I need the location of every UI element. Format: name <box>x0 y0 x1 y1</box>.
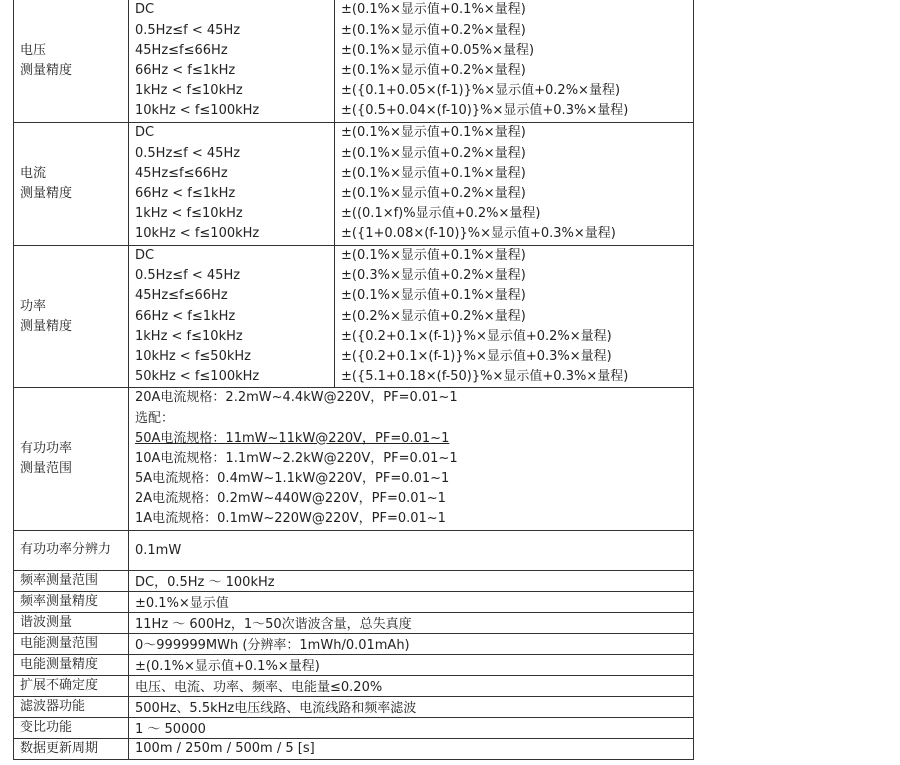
current-spec-line: 5A电流规格：0.4mW~1.1kW@220V，PF=0.01~1 <box>135 471 450 487</box>
label-line: 有功功率 <box>20 440 73 456</box>
accuracy-formula: ±({5.1+0.18×(f-50)}%×显示值+0.3%×量程) <box>341 369 629 385</box>
freq-range: 10kHz < f≤100kHz <box>135 103 260 119</box>
spec-value: 0～999999MWh (分辨率：1mWh/0.01mAh) <box>129 633 694 654</box>
active-power-range-value <box>129 388 694 530</box>
accuracy-formula: ±({0.2+0.1×(f-1)}%×显示值+0.2%×量程) <box>341 328 612 344</box>
resolution-label: 有功功率分辨力 <box>14 530 129 570</box>
voltage-accuracy-cell <box>335 0 694 123</box>
spec-value: 11Hz ～ 600Hz，1～50次谐波含量，总失真度 <box>129 612 694 633</box>
active-power-range-label <box>14 388 129 530</box>
current-spec-underlined: 50A电流规格：11mW~11kW@220V，PF=0.01~1 <box>135 430 450 446</box>
spec-row <box>14 717 694 738</box>
spec-row <box>14 612 694 633</box>
label-line: 功率 <box>20 298 47 314</box>
freq-range: 45Hz≤f≤66Hz <box>135 288 228 304</box>
freq-range: 0.5Hz≤f < 45Hz <box>135 22 241 38</box>
freq-range: 45Hz≤f≤66Hz <box>135 42 228 58</box>
spec-label: 扩展不确定度 <box>14 675 129 696</box>
label-line: 测量精度 <box>20 63 73 78</box>
freq-range: 45Hz≤f≤66Hz <box>135 165 228 181</box>
current-spec-line: 2A电流规格：0.2mW~440W@220V，PF=0.01~1 <box>135 491 446 507</box>
current-spec-line: 10A电流规格：1.1mW~2.2kW@220V，PF=0.01~1 <box>135 450 458 466</box>
accuracy-formula: ±(0.1%×显示值+0.1%×量程) <box>341 125 526 141</box>
spec-value: 1 ～ 50000 <box>129 717 694 738</box>
spec-value: 500Hz、5.5kHz电压线路、电流线路和频率滤波 <box>129 696 694 717</box>
spec-value: DC，0.5Hz ～ 100kHz <box>129 570 694 591</box>
label-line: 电压 <box>20 43 47 58</box>
freq-range: 66Hz < f≤1kHz <box>135 308 236 324</box>
current-spec-line: 20A电流规格：2.2mW~4.4kW@220V，PF=0.01~1 <box>135 390 458 406</box>
power-accuracy-label <box>14 246 129 388</box>
label-line: 测量精度 <box>20 186 73 201</box>
spec-label: 频率测量精度 <box>14 591 129 612</box>
spec-row <box>14 696 694 717</box>
spec-label: 频率测量范围 <box>14 570 129 591</box>
accuracy-formula: ±(0.3%×显示值+0.2%×量程) <box>341 268 526 284</box>
resolution-value: 0.1mW <box>129 530 694 570</box>
accuracy-formula: ±(0.1%×显示值+0.2%×量程) <box>341 186 526 201</box>
spec-label: 数据更新周期 <box>14 738 129 759</box>
spec-label: 电能测量精度 <box>14 654 129 675</box>
spec-label: 电能测量范围 <box>14 633 129 654</box>
spec-value: 电压、电流、功率、频率、电能量≤0.20% <box>129 675 694 696</box>
spec-row <box>14 654 694 675</box>
current-accuracy-label <box>14 123 129 246</box>
freq-range: 50kHz < f≤100kHz <box>135 369 260 385</box>
active-power-range-row <box>14 388 694 530</box>
accuracy-formula: ±({0.2+0.1×(f-1)}%×显示值+0.3%×量程) <box>341 348 612 364</box>
voltage-accuracy-row <box>14 0 694 123</box>
accuracy-formula: ±(0.1%×显示值+0.1%×量程) <box>341 2 526 18</box>
spec-row <box>14 591 694 612</box>
accuracy-formula: ±(0.1%×显示值+0.2%×量程) <box>341 63 526 78</box>
voltage-accuracy-label <box>14 0 129 123</box>
freq-range: 1kHz < f≤10kHz <box>135 328 243 344</box>
freq-range: 10kHz < f≤50kHz <box>135 348 251 364</box>
spec-row <box>14 633 694 654</box>
current-accuracy-cell <box>335 123 694 246</box>
spec-label: 变比功能 <box>14 717 129 738</box>
power-accuracy-cell <box>335 246 694 388</box>
accuracy-formula: ±(0.1%×显示值+0.2%×量程) <box>341 145 526 161</box>
current-freq-cell <box>129 123 335 246</box>
freq-range: 10kHz < f≤100kHz <box>135 226 260 242</box>
spec-value: ±0.1%×显示值 <box>129 591 694 612</box>
current-spec-line <box>135 429 693 449</box>
freq-range: DC <box>135 2 155 18</box>
accuracy-formula: ±(0.1%×显示值+0.1%×量程) <box>341 288 526 304</box>
accuracy-formula: ±(0.1%×显示值+0.2%×量程) <box>341 22 526 38</box>
spec-row <box>14 570 694 591</box>
spec-value: ±(0.1%×显示值+0.1%×量程) <box>129 654 694 675</box>
spec-label: 滤波器功能 <box>14 696 129 717</box>
accuracy-formula: ±(0.1%×显示值+0.1%×量程) <box>341 165 526 181</box>
power-accuracy-row <box>14 246 694 388</box>
freq-range: 0.5Hz≤f < 45Hz <box>135 145 241 161</box>
spec-row <box>14 675 694 696</box>
freq-range: 66Hz < f≤1kHz <box>135 63 236 78</box>
label-line: 测量范围 <box>20 460 73 476</box>
accuracy-formula: ±(0.2%×显示值+0.2%×量程) <box>341 308 526 324</box>
power-freq-cell <box>129 246 335 388</box>
resolution-row <box>14 530 694 570</box>
accuracy-formula: ±({1+0.08×(f-10)}%×显示值+0.3%×量程) <box>341 226 616 242</box>
accuracy-formula: ±({0.5+0.04×(f-10)}%×显示值+0.3%×量程) <box>341 103 629 119</box>
accuracy-formula: ±({0.1+0.05×(f-1)}%×显示值+0.2%×量程) <box>341 83 621 99</box>
label-line: 电流 <box>20 166 47 181</box>
freq-range: DC <box>135 125 155 141</box>
optional-label: 选配： <box>135 410 175 426</box>
freq-range: 1kHz < f≤10kHz <box>135 206 243 222</box>
freq-range: DC <box>135 248 155 263</box>
accuracy-formula: ±(0.1%×显示值+0.1%×量程) <box>341 248 526 263</box>
spec-value: 100m / 250m / 500m / 5 [s] <box>129 738 694 759</box>
freq-range: 1kHz < f≤10kHz <box>135 83 243 99</box>
spec-row <box>14 738 694 759</box>
accuracy-formula: ±(0.1%×显示值+0.05%×量程) <box>341 42 535 58</box>
voltage-freq-cell <box>129 0 335 123</box>
accuracy-formula: ±((0.1×f)%显示值+0.2%×量程) <box>341 206 541 222</box>
freq-range: 66Hz < f≤1kHz <box>135 186 236 201</box>
spec-label: 谐波测量 <box>14 612 129 633</box>
label-line: 测量精度 <box>20 318 73 334</box>
current-accuracy-row <box>14 123 694 246</box>
current-spec-line: 1A电流规格：0.1mW~220W@220V，PF=0.01~1 <box>135 511 446 527</box>
spec-table <box>13 0 694 760</box>
freq-range: 0.5Hz≤f < 45Hz <box>135 268 241 284</box>
